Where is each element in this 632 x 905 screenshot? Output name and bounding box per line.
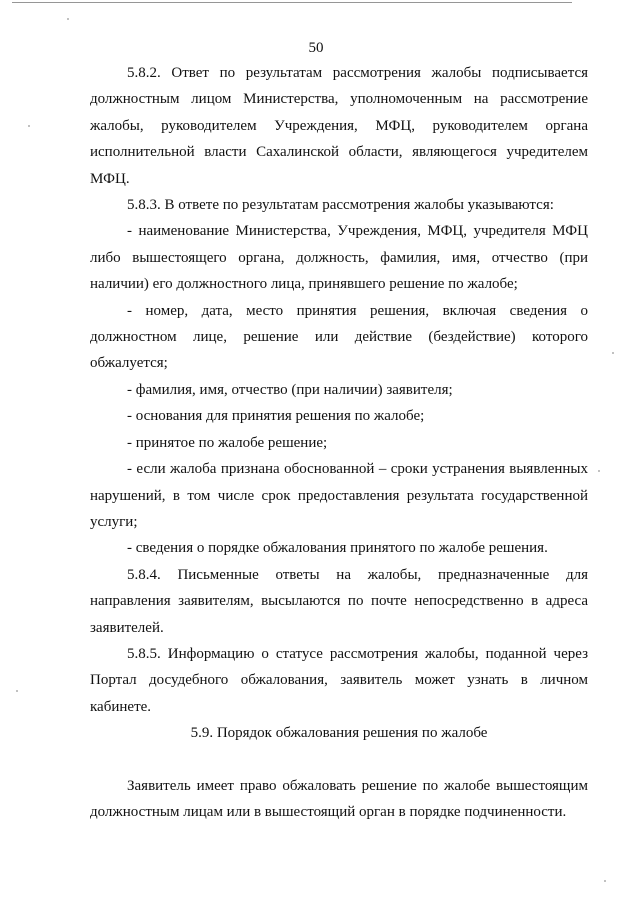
- section-heading-5-9: 5.9. Порядок обжалования решения по жалобе: [190, 725, 488, 742]
- list-item-remedy-terms: - если жалоба признана обоснованной – сроки устранения выявленных нарушений, в том числе срок предоставления результата государственной услуги;: [90, 461, 588, 530]
- scan-speck: [67, 18, 69, 20]
- list-item-applicant-name: - фамилия, имя, отчество (при наличии) заявителя;: [127, 381, 453, 398]
- paragraph-5-8-3: 5.8.3. В ответе по результатам рассмотрения жалобы указываются:: [127, 197, 554, 214]
- scan-speck: [16, 690, 18, 692]
- paragraph-5-8-4: 5.8.4. Письменные ответы на жалобы, предназначенные для направления заявителям, высылаются по почте непосредственно в адреса заявителей.: [90, 566, 588, 636]
- paragraph-appeal-right: Заявитель имеет право обжаловать решение по жалобе вышестоящим должностным лицам или в вышестоящий орган в порядке подчиненности.: [90, 777, 588, 821]
- list-item-decision: - принятое по жалобе решение;: [127, 434, 328, 451]
- scan-speck: [604, 880, 606, 882]
- paragraph-5-8-2: 5.8.2. Ответ по результатам рассмотрения жалобы подписывается должностным лицом Министерства, уполномоченным на рассмотрение жалобы, руководителем Учреждения, МФЦ, руководителем органа исполнительной власти Сахалинской области, являющегося учредителем МФЦ.: [90, 65, 588, 187]
- paragraph-5-8-5: 5.8.5. Информацию о статусе рассмотрения жалобы, поданной через Портал досудебного обжалования, заявитель может узнать в личном кабинете.: [90, 645, 588, 715]
- scan-speck: [28, 125, 30, 127]
- list-item-organ-name: - наименование Министерства, Учреждения, МФЦ, учредителя МФЦ либо вышестоящего органа, должность, фамилия, имя, отчество (при наличии) его должностного лица, принявшего решение по жалобе;: [90, 223, 588, 293]
- scan-speck: [612, 352, 614, 354]
- page-number: 50: [308, 40, 324, 56]
- page-top-edge: [12, 2, 572, 3]
- document-body: [90, 60, 588, 826]
- list-item-appeal-procedure: - сведения о порядке обжалования принятого по жалобе решения.: [127, 540, 548, 557]
- list-item-decision-details: - номер, дата, место принятия решения, включая сведения о должностном лице, решение или действие (бездействие) которого обжалуется;: [90, 302, 588, 372]
- list-item-grounds: - основания для принятия решения по жалобе;: [127, 408, 425, 425]
- scan-speck: [598, 470, 600, 472]
